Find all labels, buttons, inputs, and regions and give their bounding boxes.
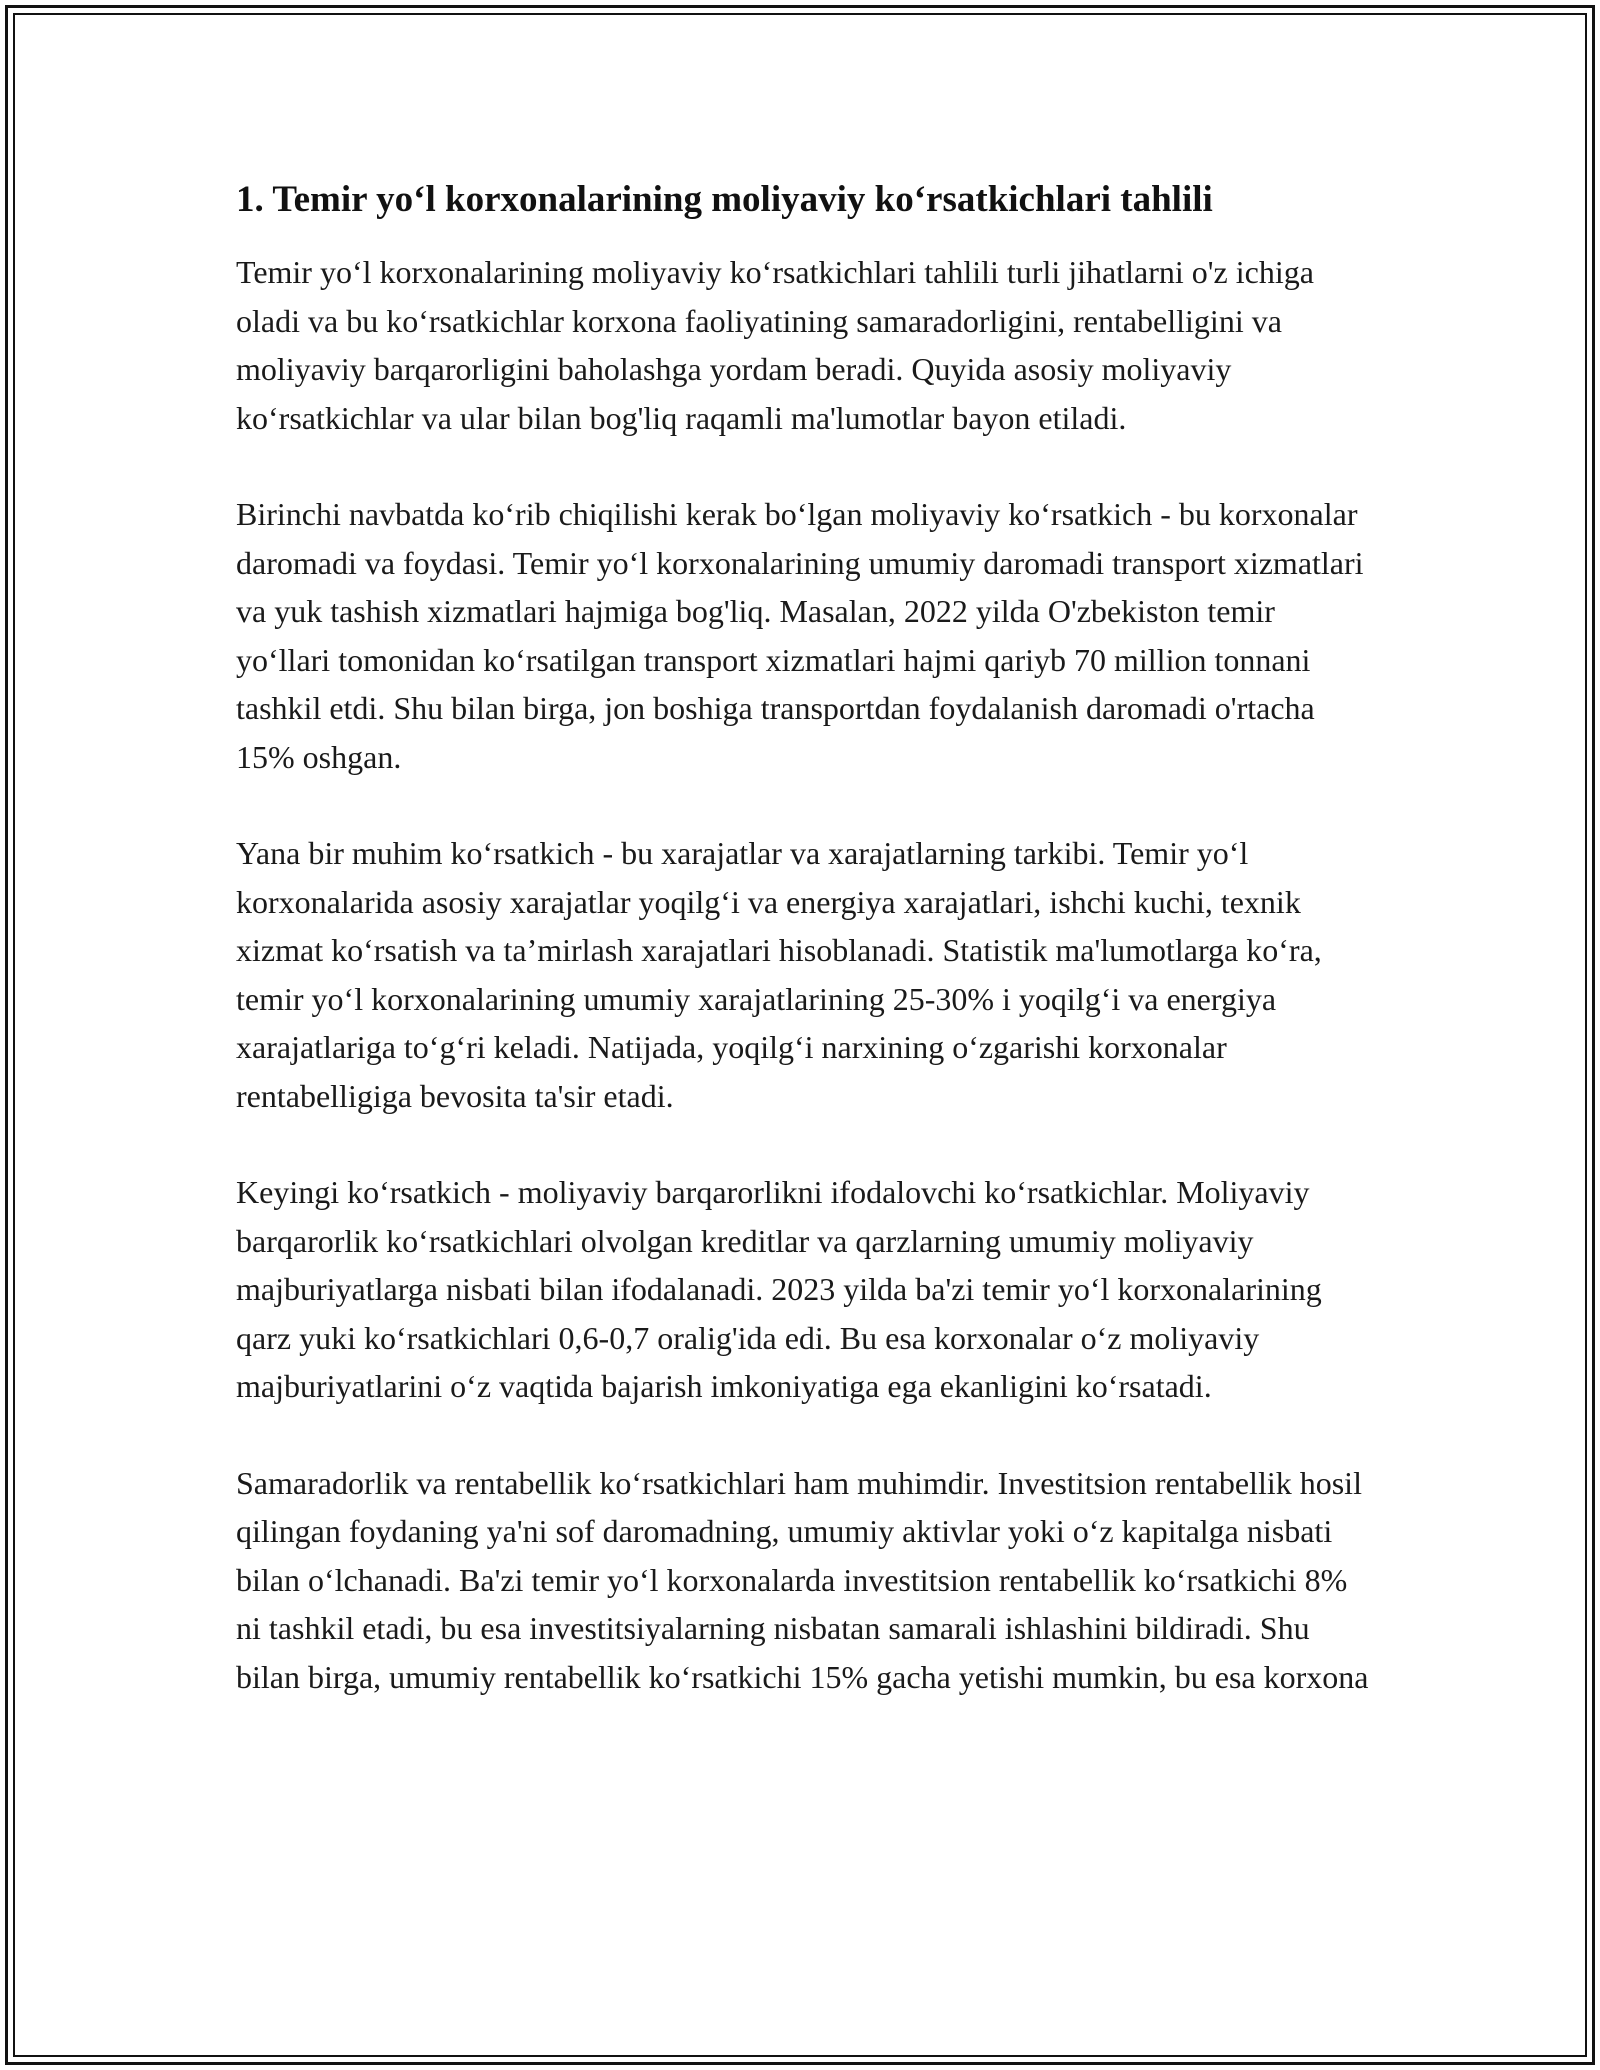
paragraph-intro: Temir yo‘l korxonalarining moliyaviy ko‘rsatkichlari tahlili turli jihatlarni o'z ichiga oladi va bu ko‘rsatkichlar korxona faoliyatining samaradorligini, rentabelligini va moliyaviy barqarorligini baholashga yordam beradi. Quyida asosiy moliyaviy ko‘rsatkichlar va ular bilan bog'liq raqamli ma'lumotlar bayon etiladi. xyxy=(236,254,1314,436)
paragraph-expenses: Yana bir muhim ko‘rsatkich - bu xarajatlar va xarajatlarning tarkibi. Temir yo‘l korxonalarida asosiy xarajatlar yoqilg‘i va energiya xarajatlari, ishchi kuchi, texnik xizmat ko‘rsatish va ta’mirlash xarajatlari hisoblanadi. Statistik ma'lumotlarga ko‘ra, temir yo‘l korxonalarining umumiy xarajatlarining 25-30% i yoqilg‘i va energiya xarajatlariga to‘g‘ri keladi. Natijada, yoqilg‘i narxining o‘zgarishi korxonalar rentabelligiga bevosita ta'sir etadi. xyxy=(236,835,1322,1114)
paragraph-stability: Keyingi ko‘rsatkich - moliyaviy barqarorlikni ifodalovchi ko‘rsatkichlar. Moliyaviy barqarorlik ko‘rsatkichlari olvolgan kreditlar va qarzlarning umumiy moliyaviy majburiyatlarga nisbati bilan ifodalanadi. 2023 yilda ba'zi temir yo‘l korxonalarining qarz yuki ko‘rsatkichlari 0,6-0,7 oralig'ida edi. Bu esa korxonalar o‘z moliyaviy majburiyatlarini o‘z vaqtida bajarish imkoniyatiga ega ekanligini ko‘rsatadi. xyxy=(236,1174,1322,1405)
paragraph-profitability: Samaradorlik va rentabellik ko‘rsatkichlari ham muhimdir. Investitsion rentabellik hosil qilingan foydaning ya'ni sof daromadning, umumiy aktivlar yoki o‘z kapitalga nisbati bilan o‘lchanadi. Ba'zi temir yo‘l korxonalarda investitsion rentabellik ko‘rsatkichi 8% ni tashkil etadi, bu esa investitsiyalarning nisbatan samarali ishlashini bildiradi. Shu bilan birga, umumiy rentabellik ko‘rsatkichi 15% gacha yetishi mumkin, bu esa korxona xyxy=(236,1464,1369,1695)
paragraph-income: Birinchi navbatda ko‘rib chiqilishi kerak bo‘lgan moliyaviy ko‘rsatkich - bu korxonalar daromadi va foydasi. Temir yo‘l korxonalarining umumiy daromadi transport xizmatlari va yuk tashish xizmatlari hajmiga bog'liq. Masalan, 2022 yilda O'zbekiston temir yo‘llari tomonidan ko‘rsatilgan transport xizmatlari hajmi qariyb 70 million tonnani tashkil etdi. Shu bilan birga, jon boshiga transportdan foydalanish daromadi o'rtacha 15% oshgan. xyxy=(236,496,1364,775)
section-heading: 1. Temir yo‘l korxonalarining moliyaviy ko‘rsatkichlari tahlili xyxy=(236,179,1213,220)
document-body xyxy=(236,178,1376,1749)
